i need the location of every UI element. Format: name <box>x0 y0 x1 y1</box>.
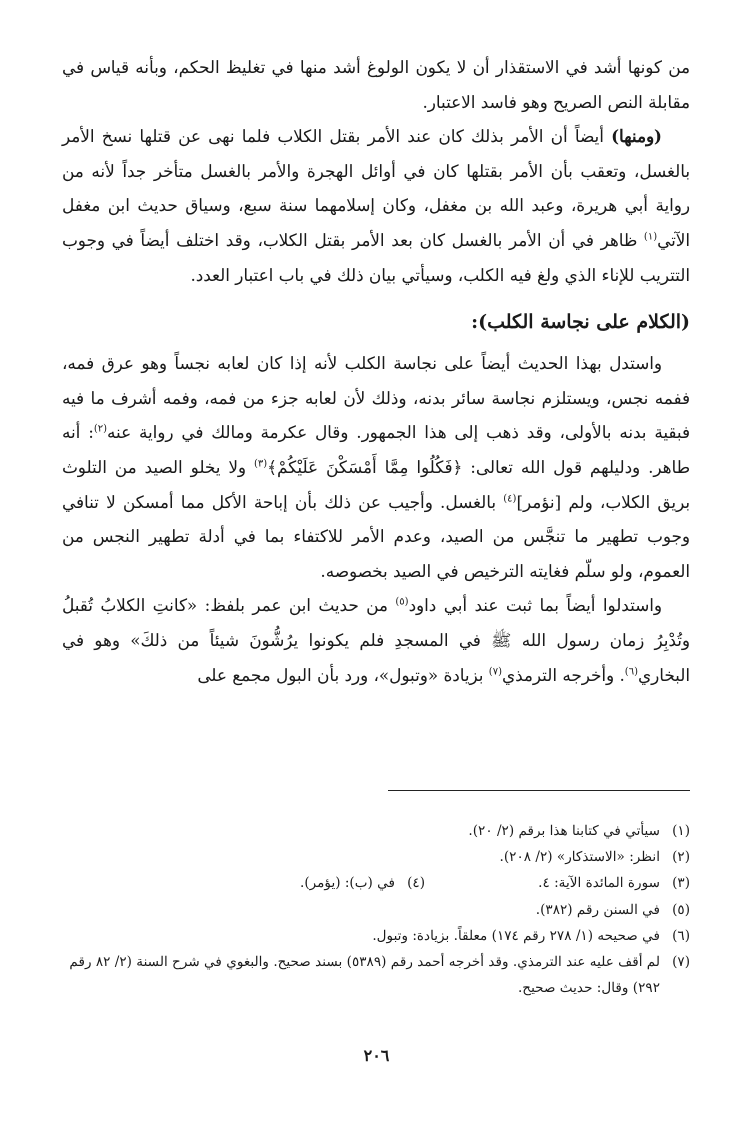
paragraph-2: (ومنها) أيضاً أن الأمر بذلك كان عند الأمر بقتل الكلاب فلما نهى عن قتلها نسخ الأمر بالغسل، وتعقب بأن الأمر بقتلها كان في أوائل الهجرة والأمر بالغسل متأخر جداً لأنه من رواية أبي هريرة، وعبد الله بن مغفل، وكان إسلامهما سنة سبع، وسياق حديث ابن مغفل الآتي$^{(١)}$ ظاهر في أن الأمر بالغسل كان بعد الأمر بقتل الكلاب، وقد اختلف أيضاً في وجوب التتريب للإناء الذي ولغ فيه الكلب، وسيأتي بيان ذلك في باب اعتبار العدد. <box>62 126 690 285</box>
paragraph-4: واستدلوا أيضاً بما ثبت عند أبي داود$^{(٥)}$ من حديث ابن عمر بلفظ: «كانتِ الكلابُ تُقبلُ وتُدْبِرُ زمان رسول الله ﷺ في المسجدِ فلم يكونوا يرُشُّونَ شيئاً من ذلكَ» وهو في البخاري$^{(٦)}$. وأخرجه الترمذي$^{(٧)}$ بزيادة «وتبول»، ورد بأن البول مجمع على <box>62 595 690 685</box>
footnote-number: (٥) <box>672 901 690 918</box>
footnote-ref-7[interactable]: (٧) <box>488 665 502 677</box>
footnote-number: (١) <box>672 823 690 839</box>
footnote-4 <box>300 870 425 896</box>
paragraph-3: واستدل بهذا الحديث أيضاً على نجاسة الكلب لأنه إذا كان لعابه نجساً وهو عرق فمه، ففمه نجس، ويستلزم نجاسة سائر بدنه، وذلك لأن لعابه جزء من فمه، وفمه أشرف ما فيه فبقية بدنه بالأولى، وقد ذهب إلى هذا الجمهور. وقال عكرمة ومالك في رواية عنه$^{(٢)}$: أنه طاهر. ودليلهم قول الله تعالى: ﴿فَكُلُوا مِمَّا أَمْسَكْنَ عَلَيْكُمْ﴾$^{(٣)}$ ولا يخلو الصيد من التلوث بريق الكلاب، ولم [نؤمر]$^{(٤)}$ بالغسل. وأجيب عن ذلك بأن إباحة الأكل مما أمسكن لا تنافي وجوب تطهير ما تنجَّس من الصيد، وعدم الأمر للاكتفاء بما في أدلة تطهير النجس من العموم، ولو سلّم فغايته الترخيص في الصيد بخصوصه. <box>62 353 690 581</box>
main-text <box>62 50 690 692</box>
footnote-ref-1[interactable]: (١) <box>643 231 658 243</box>
footnote-ref-4[interactable]: (٤) <box>503 492 517 504</box>
footnote-number: (٤) <box>407 875 425 892</box>
footnote-text: في صحيحه (١/ ٢٧٨ رقم ١٧٤) معلقاً. بزيادة: وتبول. <box>372 927 660 944</box>
footnote-text: انظر: «الاستذكار» (٢/ ٢٠٨). <box>499 849 660 866</box>
footnote-number: (٧) <box>672 954 690 971</box>
footnote-2 <box>62 844 690 870</box>
footnote-divider <box>388 790 690 791</box>
footnote-1 <box>62 818 690 844</box>
footnote-text: لم أقف عليه عند الترمذي. وقد أخرجه أحمد رقم (٥٣٨٩) بسند صحيح. والبغوي في شرح السنة (٢/ ٨٢ رقم ٢٩٢) وقال: حديث صحيح. <box>69 954 660 997</box>
footnote-pair <box>62 870 660 896</box>
footnote-7 <box>62 949 690 1001</box>
page-number: ٢٠٦ <box>363 1046 390 1065</box>
footnote-text: في (ب): (يؤمر). <box>300 875 395 892</box>
footnote-text: في السنن رقم (٣٨٢). <box>535 901 660 918</box>
footnote-5 <box>62 897 690 923</box>
footnote-ref-2[interactable]: (٢) <box>93 423 108 435</box>
footnote-6 <box>62 923 690 949</box>
footnote-3-4 <box>62 870 690 896</box>
footnote-number: (٣) <box>672 875 690 892</box>
footnote-text: سورة المائدة الآية: ٤. <box>538 875 660 892</box>
footnote-text: سيأتي في كتابنا هذا برقم (٢/ ٢٠). <box>468 823 660 839</box>
paragraph-lead: (ومنها) <box>611 126 662 147</box>
section-heading: (الكلام على نجاسة الكلب): <box>471 311 690 334</box>
paragraph-1: من كونها أشد في الاستقذار أن لا يكون الولوغ أشد منها في تغليظ الحكم، وبأنه قياس في مقابلة النص الصريح وهو فاسد الاعتبار. <box>62 57 690 112</box>
footnote-ref-3[interactable]: (٣) <box>253 458 268 470</box>
footnotes <box>62 818 690 1001</box>
footnote-number: (٦) <box>672 927 690 944</box>
footnote-ref-5[interactable]: (٥) <box>395 596 409 608</box>
footnote-ref-6[interactable]: (٦) <box>624 665 638 677</box>
footnote-number: (٢) <box>672 849 690 866</box>
